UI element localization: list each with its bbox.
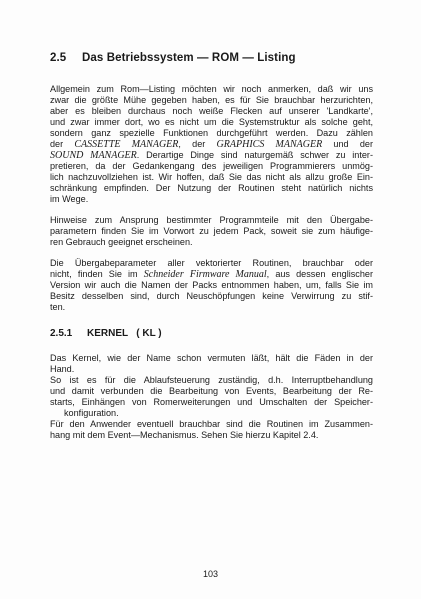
paragraph-line: Für den Anwender eventuell brauchbar sind die Routinen im Zusammen- [50,419,373,429]
paragraph-line: starts, Einhängen von Romerweiterungen und Umschalten der Speicher- [50,397,373,407]
paragraph-line: Hand. [50,364,75,374]
subsection-number: 2.5.1 [50,328,73,339]
page-number: 103 [202,569,219,579]
text-run: und der [322,139,373,149]
section-heading [50,52,296,64]
paragraph-line: zwar die größte Mühe gegeben haben, es für Sie brauchbar herzurichten, [50,95,373,105]
paragraph-line: aber es bleiben durchaus noch weiße Flecken auf unserer 'Landkarte', [50,106,373,116]
paragraph-line: parametern finden Sie im Vorwort zu jedem Pack, soweit sie zum häufige- [50,226,373,236]
paragraph-line: und zwar immer dort, wo es nicht um die Systemstruktur als solche geht, [50,117,373,127]
text-run: . Derartige Dinge sind naturgemäß schwer zu inter- [136,150,373,160]
cassette-manager-term: CASSETTE MANAGER [74,139,179,150]
paragraph-line: Version wir auch die Namen der Packs entnommen haben, um, falls Sie im [50,280,373,290]
section-number: 2.5 [50,52,67,64]
paragraph-line: im Wege. [50,194,89,204]
firmware-manual-title: Schneider Firmware Manual [143,269,267,280]
paragraph-line [50,150,373,161]
paragraph-line: konfiguration. [64,408,119,418]
sound-manager-term: SOUND MANAGER [50,150,137,161]
paragraph-line: hang mit dem Event—Mechanismus. Sehen Sie hierzu Kapitel 2.4. [50,430,319,440]
paragraph-line: So ist es für die Ablaufsteuerung zuständig, d.h. Interruptbehandlung [50,375,373,385]
subsection-title: KERNEL ( KL ) [87,328,162,339]
paragraph-line: Besitz desselben sind, durch Neuschöpfungen keine Verwirrung zu stif- [50,291,373,301]
paragraph-line: pretieren, da der Gedankengang des jeweiligen Programmierers unmög- [50,161,373,171]
paragraph-line: sondern ganz spezielle Funktionen durchgeführt werden. Dazu zählen [50,128,373,138]
text-run: , aus dessen englischer [266,269,374,279]
paragraph-line [50,139,373,150]
paragraph-line: lich nachzuvollziehen ist. Wir hoffen, daß Sie das nicht als allzu große Ein- [50,172,373,182]
section-title: Das Betriebssystem — ROM — Listing [82,52,296,64]
graphics-manager-term: GRAPHICS MANAGER [216,139,323,150]
paragraph-line: und damit verbunden die Bearbeitung von Events, Bearbeitung der Re- [50,386,373,396]
paragraph-line: Die Übergabeparameter aller vektorierter Routinen, brauchbar oder [50,258,373,268]
text-run: , der [178,139,217,149]
paragraph-line: Allgemein zum Rom—Listing möchten wir noch anmerken, daß wir uns [50,84,373,94]
text-run: nicht, finden Sie im [50,269,144,279]
paragraph-line: Hinweise zum Ansprung bestimmter Programmteile mit den Übergabe- [50,215,373,225]
paragraph-line [50,269,373,280]
paragraph-line: schränkung empfinden. Der Nutzung der Routinen steht natürlich nichts [50,183,373,193]
paragraph-line: ren Gebrauch geeignet erscheinen. [50,237,193,247]
paragraph-line: ten. [50,302,66,312]
text-run: der [50,139,75,149]
subsection-heading [50,328,162,339]
paragraph-line: Das Kernel, wie der Name schon vermuten läßt, hält die Fäden in der [50,353,373,363]
